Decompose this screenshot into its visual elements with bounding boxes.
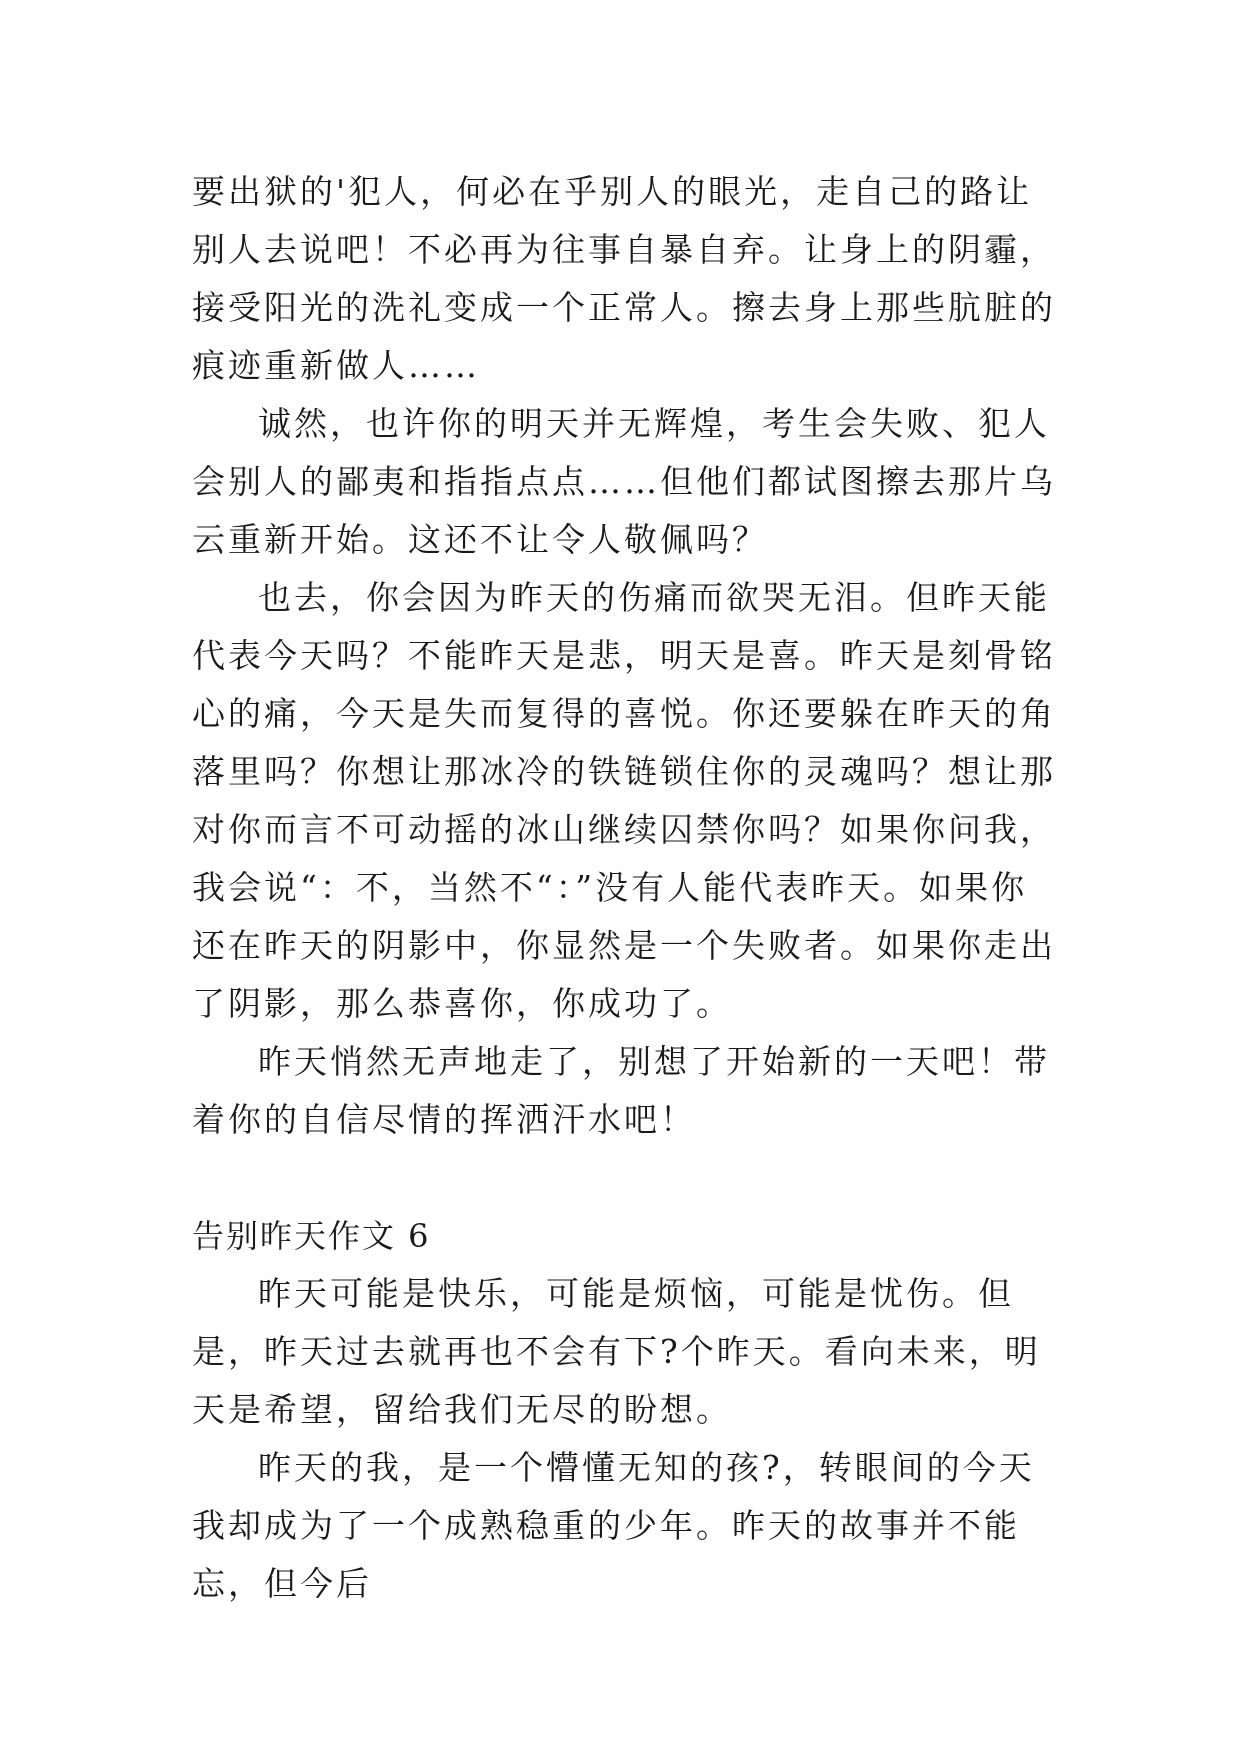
- section-paragraph-1: 昨天可能是快乐，可能是烦恼，可能是忧伤。但是，昨天过去就再也不会有下?个昨天。看向未来，明天是希望，留给我们无尽的盼想。: [192, 1274, 1041, 1429]
- document-body: [192, 163, 1056, 1613]
- paragraph-4: 昨天悄然无声地走了，别想了开始新的一天吧！带着你的自信尽情的挥洒汗水吧！: [192, 1042, 1050, 1139]
- paragraph-2: 诚然，也许你的明天并无辉煌，考生会失败、犯人会别人的鄙夷和指指点点……但他们都试图擦去那片乌云重新开始。这还不让令人敬佩吗？: [192, 404, 1056, 559]
- paragraph-3: 也去，你会因为昨天的伤痛而欲哭无泪。但昨天能代表今天吗？不能昨天是悲，明天是喜。昨天是刻骨铭心的痛，今天是失而复得的喜悦。你还要躲在昨天的角落里吗？你想让那冰冷的铁链锁住你的灵魂吗？想让那对你而言不可动摇的冰山继续囚禁你吗？如果你问我，我会说“：不，当然不“：”没有人能代表昨天。如果你还在昨天的阴影中，你显然是一个失败者。如果你走出了阴影，那么恭喜你，你成功了。: [192, 578, 1056, 1023]
- paragraph-1: 要出狱的'犯人，何必在乎别人的眼光，走自己的路让别人去说吧！不必再为往事自暴自弃。让身上的阴霾，接受阳光的洗礼变成一个正常人。擦去身上那些肮脏的痕迹重新做人……: [192, 172, 1056, 385]
- section-spacer: [192, 1149, 1056, 1207]
- section-title: 告别昨天作文 6: [192, 1217, 431, 1255]
- section-paragraph-2: 昨天的我，是一个懵懂无知的孩?，转眼间的今天我却成为了一个成熟稳重的少年。昨天的故事并不能忘，但今后: [192, 1448, 1035, 1603]
